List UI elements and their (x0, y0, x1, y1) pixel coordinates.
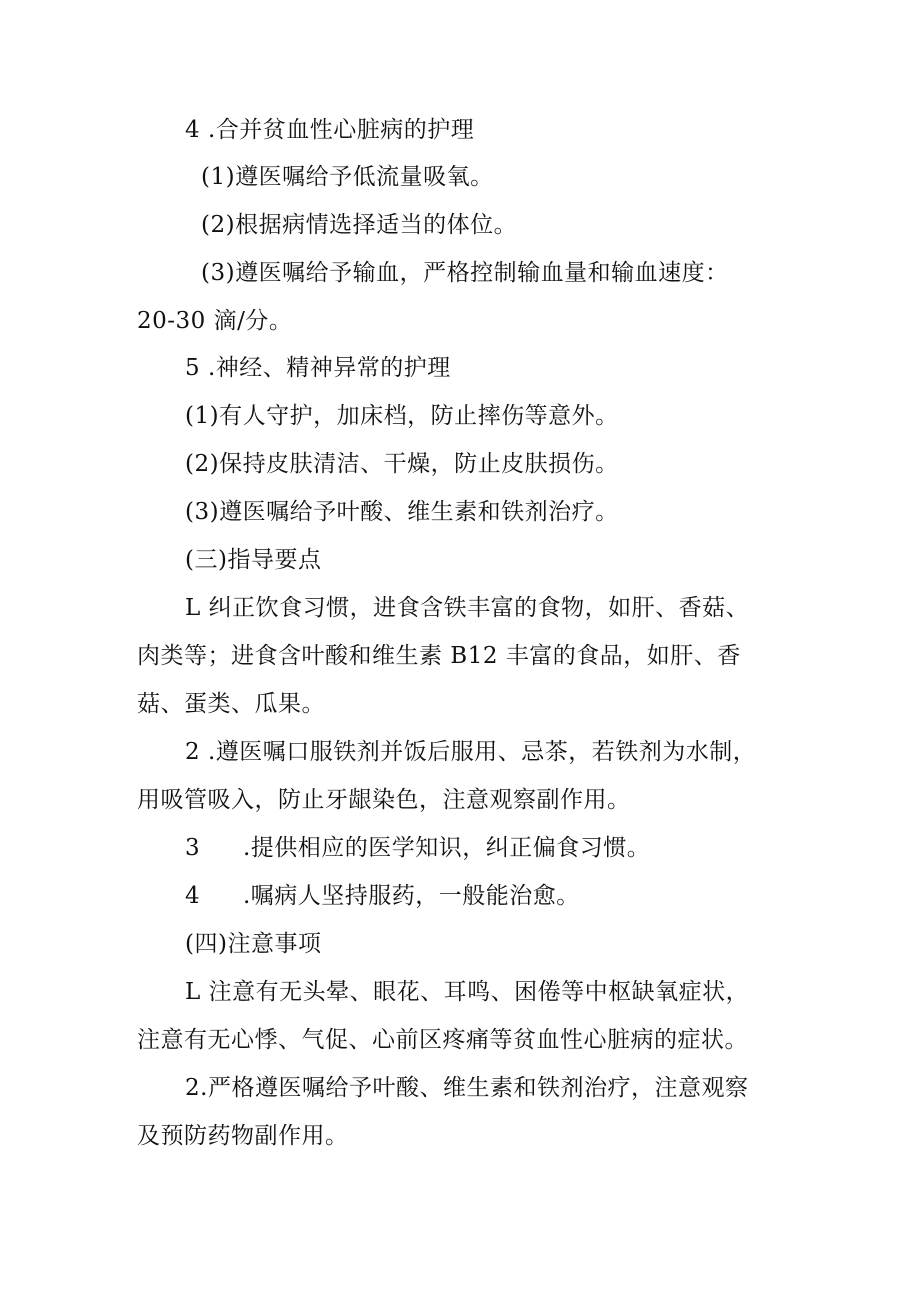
list-item: (1)有人守护，加床档，防止摔伤等意外。 (185, 403, 619, 429)
list-item: (2)根据病情选择适当的体位。 (201, 212, 518, 238)
paragraph-line: 肉类等；进食含叶酸和维生素 B12 丰富的食品，如肝、香 (137, 643, 741, 669)
paragraph-line: L 纠正饮食习惯，进食含铁丰富的食物，如肝、香菇、 (185, 595, 750, 621)
paragraph-line: 用吸管吸入，防止牙龈染色，注意观察副作用。 (137, 787, 631, 813)
list-item-continuation: 20-30 滴/分。 (137, 308, 293, 334)
paragraph-line: 菇、蛋类、瓜果。 (137, 691, 325, 717)
section-heading-5: 5 .神经、精神异常的护理 (185, 355, 451, 381)
paragraph-line: 2.严格遵医嘱给予叶酸、维生素和铁剂治疗，注意观察 (185, 1075, 749, 1101)
paragraph-line: .提供相应的医学知识，纠正偏食习惯。 (243, 835, 651, 861)
paragraph-line: 注意有无心悸、气促、心前区疼痛等贫血性心脏病的症状。 (137, 1027, 748, 1053)
paragraph-line: 2 .遵医嘱口服铁剂并饭后服用、忌茶，若铁剂为水制， (185, 739, 757, 765)
list-item: (3)遵医嘱给予叶酸、维生素和铁剂治疗。 (185, 499, 619, 525)
list-item: (1)遵医嘱给予低流量吸氧。 (201, 164, 494, 190)
list-number: 3 (185, 835, 201, 861)
paragraph-line: 及预防药物副作用。 (137, 1123, 349, 1149)
section-heading-4: 4 .合并贫血性心脏病的护理 (185, 117, 475, 143)
section-heading-notes: (四)注意事项 (185, 931, 322, 957)
list-item: (3)遵医嘱给予输血，严格控制输血量和输血速度： (201, 260, 729, 286)
list-item: (2)保持皮肤清洁、干燥，防止皮肤损伤。 (185, 451, 619, 477)
list-number: 4 (185, 883, 201, 909)
paragraph-line: .嘱病人坚持服药，一般能治愈。 (243, 883, 580, 909)
paragraph-line: L 注意有无头晕、眼花、耳鸣、困倦等中枢缺氧症状， (185, 979, 750, 1005)
section-heading-guidance: (三)指导要点 (185, 547, 322, 573)
